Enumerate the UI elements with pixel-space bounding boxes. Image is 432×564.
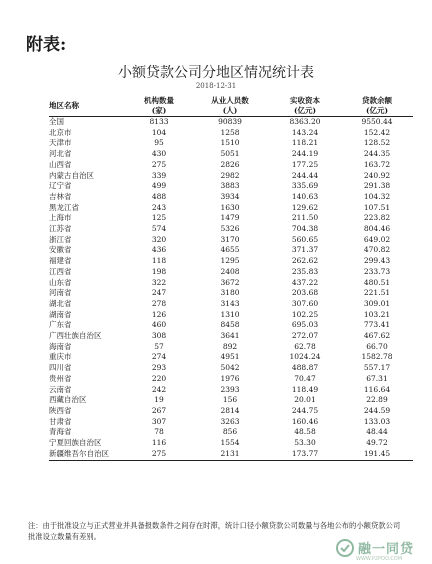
cell-employees: 1295: [220, 256, 240, 266]
cell-region: 重庆市: [49, 352, 72, 362]
cell-region: 黑龙江省: [49, 202, 79, 212]
cell-paid-in-capital: 211.50: [291, 213, 319, 223]
cell-loan-balance: 103.21: [363, 309, 391, 319]
cell-employees: 2982: [220, 170, 240, 180]
cell-employees: 1258: [220, 127, 240, 137]
table-row: [49, 288, 413, 299]
cell-institutions: 436: [151, 245, 167, 255]
cell-region: 湖北省: [49, 298, 72, 308]
cell-paid-in-capital: 53.30: [294, 438, 316, 448]
cell-region: 江西省: [49, 266, 72, 276]
header-loan-balance: [341, 96, 413, 117]
cell-paid-in-capital: 1024.24: [289, 352, 321, 362]
table-row: [49, 192, 413, 203]
cell-region: 陕西省: [49, 405, 72, 415]
cell-institutions: 95: [154, 138, 164, 148]
table-row: [49, 406, 413, 417]
table-row: [49, 438, 413, 449]
header-institutions-label: 机构数量: [144, 96, 174, 105]
cell-region: 甘肃省: [49, 416, 72, 426]
cell-region: 四川省: [49, 363, 72, 373]
cell-paid-in-capital: 560.65: [291, 234, 319, 244]
cell-employees: 3170: [220, 234, 240, 244]
table-row: [49, 374, 413, 385]
cell-loan-balance: 133.03: [363, 416, 391, 426]
cell-loan-balance: 49.72: [366, 438, 388, 448]
cell-institutions: 339: [151, 170, 167, 180]
cell-institutions: 198: [151, 266, 167, 276]
table-row: [49, 449, 413, 460]
cell-institutions: 275: [127, 449, 191, 460]
cell-institutions: 19: [154, 395, 164, 405]
cell-institutions: 125: [151, 213, 167, 223]
cell-institutions: 320: [151, 234, 167, 244]
watermark-url: WWW.P2POO.COM: [356, 556, 403, 562]
watermark-text: 融一同贷: [358, 542, 415, 557]
cell-region: 广西壮族自治区: [49, 331, 102, 341]
cell-loan-balance: 67.31: [366, 373, 388, 383]
cell-loan-balance: 9550.44: [361, 117, 393, 126]
cell-region: 辽宁省: [49, 181, 72, 191]
cell-employees: 90839: [218, 117, 242, 126]
cell-region: 新疆维吾尔自治区: [49, 449, 127, 460]
cell-institutions: 322: [151, 277, 167, 287]
cell-employees: 892: [222, 341, 238, 351]
cell-loan-balance: 773.41: [363, 320, 391, 330]
table-row: [49, 149, 413, 160]
cell-employees: 8458: [220, 320, 240, 330]
statistics-table: [49, 96, 413, 461]
cell-region: 河北省: [49, 149, 72, 159]
cell-employees: 2131: [191, 449, 269, 460]
cell-employees: 5051: [220, 149, 240, 159]
cell-region: 西藏自治区: [49, 395, 87, 405]
cell-region: 青海省: [49, 427, 72, 437]
cell-paid-in-capital: 118.21: [291, 138, 319, 148]
cell-paid-in-capital: 62.78: [294, 341, 316, 351]
table-row: [49, 181, 413, 192]
table-row: [49, 363, 413, 374]
cell-employees: 1310: [220, 309, 240, 319]
header-capital-unit: (亿元): [293, 106, 317, 115]
header-employees-label: 从业人员数: [211, 96, 249, 105]
cell-loan-balance: 66.70: [366, 341, 388, 351]
cell-loan-balance: 107.51: [363, 202, 391, 212]
cell-paid-in-capital: 173.77: [269, 449, 341, 460]
cell-loan-balance: 244.59: [363, 405, 391, 415]
table-row: [49, 417, 413, 428]
cell-institutions: 57: [154, 341, 164, 351]
cell-employees: 5326: [220, 224, 240, 234]
cell-paid-in-capital: 437.22: [291, 277, 319, 287]
cell-paid-in-capital: 48.58: [294, 427, 316, 437]
cell-paid-in-capital: 488.87: [291, 363, 319, 373]
table-title: 小额贷款公司分地区情况统计表: [118, 65, 314, 81]
cell-institutions: 308: [151, 331, 167, 341]
cell-employees: 4951: [220, 352, 240, 362]
cell-paid-in-capital: 244.75: [291, 405, 319, 415]
table-row: [49, 331, 413, 342]
table-row: [49, 160, 413, 171]
cell-paid-in-capital: 20.01: [294, 395, 316, 405]
cell-loan-balance: 104.32: [363, 191, 391, 201]
cell-employees: 1630: [220, 202, 240, 212]
cell-loan-balance: 480.51: [363, 277, 391, 287]
cell-institutions: 118: [151, 256, 167, 266]
cell-paid-in-capital: 177.25: [291, 159, 319, 169]
watermark: [336, 538, 414, 557]
watermark-logo-icon: [336, 539, 354, 557]
cell-employees: 2408: [220, 266, 240, 276]
cell-paid-in-capital: 160.46: [291, 416, 319, 426]
cell-paid-in-capital: 235.83: [291, 266, 319, 276]
cell-loan-balance: 128.52: [363, 138, 391, 148]
cell-region: 湖南省: [49, 309, 72, 319]
table-row: [49, 128, 413, 139]
cell-region: 安徽省: [49, 245, 72, 255]
cell-region: 全国: [49, 117, 64, 126]
cell-paid-in-capital: 695.03: [291, 320, 319, 330]
table-row: [49, 352, 413, 363]
cell-institutions: 243: [151, 202, 167, 212]
cell-employees: 1976: [220, 373, 240, 383]
cell-loan-balance: 240.92: [363, 170, 391, 180]
table-row: [49, 342, 413, 353]
table-date: 2018-12-31: [195, 82, 237, 90]
cell-region: 山西省: [49, 159, 72, 169]
cell-paid-in-capital: 140.63: [291, 191, 319, 201]
cell-institutions: 430: [151, 149, 167, 159]
cell-loan-balance: 116.64: [363, 384, 391, 394]
cell-paid-in-capital: 203.68: [291, 288, 319, 298]
cell-loan-balance: 221.51: [363, 288, 391, 298]
cell-paid-in-capital: 335.69: [291, 181, 319, 191]
table-row: [49, 235, 413, 246]
cell-institutions: 275: [151, 159, 167, 169]
cell-employees: 3263: [220, 416, 240, 426]
cell-institutions: 488: [151, 191, 167, 201]
cell-institutions: 78: [154, 427, 164, 437]
cell-loan-balance: 309.01: [363, 298, 391, 308]
cell-loan-balance: 557.17: [363, 363, 391, 373]
table-row: [49, 385, 413, 396]
cell-loan-balance: 467.62: [363, 331, 391, 341]
cell-region: 贵州省: [49, 373, 72, 383]
cell-loan-balance: 22.89: [366, 395, 388, 405]
cell-region: 福建省: [49, 256, 72, 266]
cell-paid-in-capital: 244.44: [291, 170, 319, 180]
table-row: [49, 213, 413, 224]
table-row: [49, 278, 413, 289]
cell-loan-balance: 291.38: [363, 181, 391, 191]
cell-employees: 1554: [220, 438, 240, 448]
header-loan-label: 贷款余额: [362, 96, 392, 105]
table-row: [49, 224, 413, 235]
cell-employees: 2826: [220, 159, 240, 169]
cell-employees: 856: [222, 427, 238, 437]
table-row: [49, 299, 413, 310]
table-row: [49, 310, 413, 321]
cell-loan-balance: 48.44: [366, 427, 388, 437]
cell-region: 吉林省: [49, 191, 72, 201]
cell-institutions: 116: [151, 438, 167, 448]
cell-region: 天津市: [49, 138, 72, 148]
cell-institutions: 247: [151, 288, 167, 298]
cell-paid-in-capital: 262.62: [291, 256, 319, 266]
cell-institutions: 242: [151, 384, 167, 394]
cell-employees: 3180: [220, 288, 240, 298]
cell-employees: 3672: [220, 277, 240, 287]
header-institutions: [127, 96, 191, 117]
cell-region: 内蒙古自治区: [49, 170, 94, 180]
cell-region: 北京市: [49, 127, 72, 137]
cell-institutions: 293: [151, 363, 167, 373]
cell-loan-balance: 191.45: [341, 449, 413, 460]
cell-employees: 156: [222, 395, 238, 405]
cell-paid-in-capital: 371.37: [291, 245, 319, 255]
cell-region: 海南省: [49, 341, 72, 351]
cell-region: 山东省: [49, 277, 72, 287]
cell-region: 云南省: [49, 384, 72, 394]
table-row: [49, 427, 413, 438]
cell-employees: 4655: [220, 245, 240, 255]
cell-paid-in-capital: 143.24: [291, 127, 319, 137]
cell-employees: 2814: [220, 405, 240, 415]
cell-paid-in-capital: 70.47: [294, 373, 316, 383]
cell-employees: 1479: [220, 213, 240, 223]
cell-paid-in-capital: 102.25: [291, 309, 319, 319]
cell-paid-in-capital: 118.49: [291, 384, 319, 394]
cell-region: 江苏省: [49, 224, 72, 234]
cell-institutions: 274: [151, 352, 167, 362]
table-row: [49, 138, 413, 149]
cell-institutions: 8133: [149, 117, 169, 126]
footnote: 注：由于批准设立与正式营业并具备报数条件之间存在时滞，统计口径小额贷款公司数量与各地公布的小额贷款公司批准设立数量有差别。: [28, 521, 401, 541]
cell-paid-in-capital: 704.38: [291, 224, 319, 234]
cell-loan-balance: 163.72: [363, 159, 391, 169]
cell-institutions: 278: [151, 298, 167, 308]
header-paid-in-capital: [269, 96, 341, 117]
cell-employees: 3934: [220, 191, 240, 201]
cell-institutions: 104: [151, 127, 167, 137]
cell-loan-balance: 223.82: [363, 213, 391, 223]
header-region: [49, 96, 127, 117]
cell-loan-balance: 649.02: [363, 234, 391, 244]
header-employees: [191, 96, 269, 117]
cell-paid-in-capital: 8363.20: [289, 117, 321, 126]
cell-loan-balance: 470.82: [363, 245, 391, 255]
cell-institutions: 307: [151, 416, 167, 426]
cell-institutions: 267: [151, 405, 167, 415]
cell-region: 河南省: [49, 288, 72, 298]
table-row: [49, 171, 413, 182]
cell-loan-balance: 804.46: [363, 224, 391, 234]
header-loan-unit: (亿元): [365, 106, 389, 115]
cell-employees: 3143: [220, 298, 240, 308]
cell-region: 浙江省: [49, 234, 72, 244]
cell-region: 上海市: [49, 213, 72, 223]
cell-institutions: 499: [151, 181, 167, 191]
header-capital-label: 实收资本: [290, 96, 320, 105]
table-row: [49, 203, 413, 214]
table-row: [49, 256, 413, 267]
cell-loan-balance: 244.35: [363, 149, 391, 159]
table-row: [49, 117, 413, 128]
cell-paid-in-capital: 129.62: [291, 202, 319, 212]
cell-paid-in-capital: 307.60: [291, 298, 319, 308]
table-header: [49, 96, 413, 117]
cell-institutions: 460: [151, 320, 167, 330]
cell-employees: 3883: [220, 181, 240, 191]
cell-employees: 1510: [220, 138, 240, 148]
cell-employees: 3641: [220, 331, 240, 341]
cell-paid-in-capital: 244.19: [291, 149, 319, 159]
cell-employees: 5042: [220, 363, 240, 373]
cell-loan-balance: 233.73: [363, 266, 391, 276]
table-row: [49, 395, 413, 406]
table-row: [49, 267, 413, 278]
cell-region: 广东省: [49, 320, 72, 330]
table-row: [49, 245, 413, 256]
attachment-heading: 附表:: [26, 35, 67, 55]
cell-employees: 2393: [220, 384, 240, 394]
cell-institutions: 126: [151, 309, 167, 319]
cell-loan-balance: 152.42: [363, 127, 391, 137]
table-row: [49, 320, 413, 331]
header-employees-unit: (人): [222, 106, 238, 115]
cell-institutions: 220: [151, 373, 167, 383]
cell-loan-balance: 299.43: [363, 256, 391, 266]
cell-region: 宁夏回族自治区: [49, 438, 102, 448]
cell-paid-in-capital: 272.07: [291, 331, 319, 341]
table-body: [49, 117, 413, 461]
header-institutions-unit: (家): [151, 106, 167, 115]
cell-institutions: 574: [151, 224, 167, 234]
header-region-label: 地区名称: [49, 101, 79, 110]
cell-loan-balance: 1582.78: [361, 352, 393, 362]
